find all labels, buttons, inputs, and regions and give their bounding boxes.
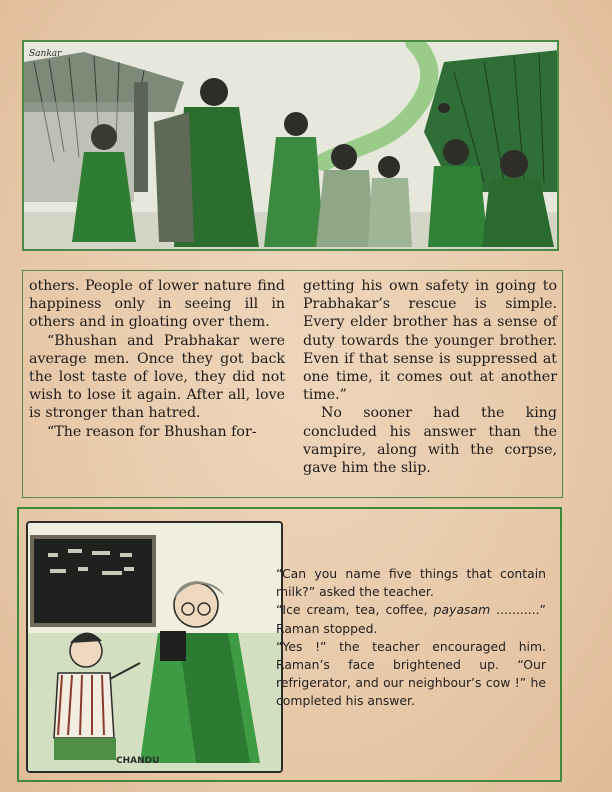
village-women-scene — [24, 42, 559, 251]
joke-line-part: “Ice cream, tea, coffee, — [276, 602, 428, 618]
artist-signature: CHANDU — [116, 756, 160, 766]
teacher-student-scene — [28, 523, 281, 771]
artist-signature: Sankar — [29, 49, 62, 59]
joke-line: “Yes !” the teacher encouraged him. Raman’s face brightened up. “Our refrigerator, and our neighbour’s cow !” he completed his answer. — [276, 638, 546, 709]
story-paragraph: others. People of lower nature find happiness only in seeing ill in others and in gloating over them. — [29, 278, 285, 331]
joke-line-part: ...........” Raman stopped. — [276, 602, 546, 636]
story-paragraph: “The reason for Bhushan for- — [47, 423, 257, 440]
story-text-box — [22, 270, 563, 498]
joke-line — [276, 601, 546, 637]
story-column-left — [29, 277, 285, 441]
joke-illustration — [26, 521, 283, 773]
top-illustration — [22, 40, 559, 251]
story-paragraph: “Bhushan and Prabhakar were average men. Once they got back the lost taste of love, they did not wish to lose it again. After all, love is stronger than hatred. — [29, 332, 285, 422]
joke-text — [276, 565, 546, 711]
joke-line-italic: payasam — [433, 602, 491, 618]
blackboard — [32, 537, 154, 625]
story-paragraph: No sooner had the king concluded his answer than the vampire, along with the corpse, gave him the slip. — [303, 405, 557, 477]
story-paragraph: getting his own safety in going to Prabhakar’s rescue is simple. Every elder brother has a sense of duty towards the younger brother. Even if that sense is suppressed at one time, it comes out at another time.” — [303, 278, 557, 404]
story-column-right — [303, 277, 557, 477]
joke-box — [17, 507, 562, 782]
joke-line: “Can you name five things that contain milk?” asked the teacher. — [276, 566, 546, 600]
